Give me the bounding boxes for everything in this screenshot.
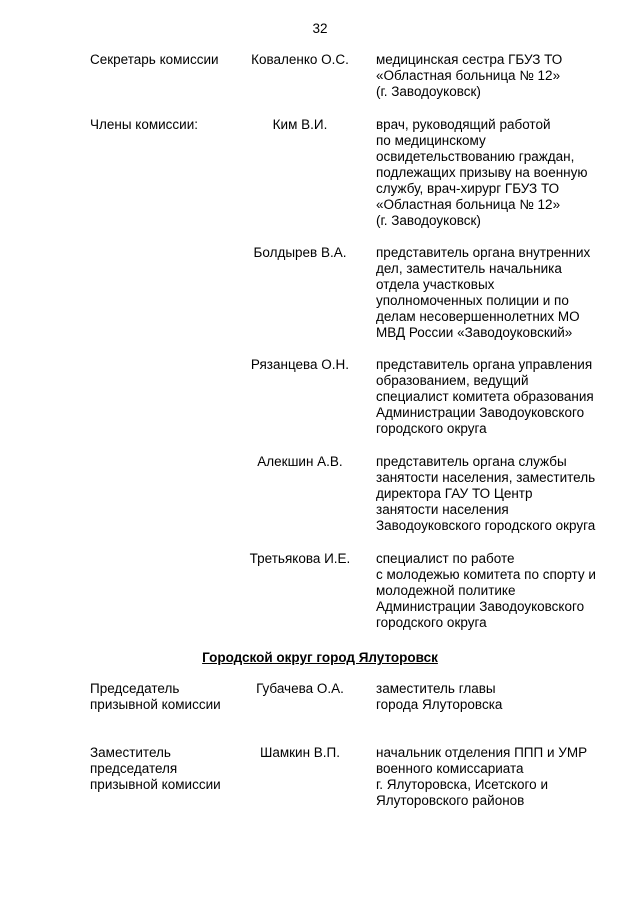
desc-line: «Областная больница № 12» [376, 68, 561, 83]
desc-line: директора ГАУ ТО Центр [376, 486, 533, 501]
role-line: председателя [90, 761, 178, 776]
role-line: призывной комиссии [90, 777, 221, 792]
desc-line: (г. Заводоуковск) [376, 84, 481, 99]
desc-line: медицинская сестра ГБУЗ ТО [376, 52, 563, 67]
role-line: Заместитель [90, 745, 171, 760]
entry-description [376, 551, 616, 631]
role-line: призывной комиссии [90, 697, 221, 712]
entry-role [90, 117, 240, 133]
desc-line: Администрации Заводоуковского [376, 405, 585, 420]
entry-name: Коваленко О.С. [251, 52, 349, 67]
desc-line: специалист по работе [376, 551, 515, 566]
desc-line: г. Ялуторовска, Исетского и [376, 777, 548, 792]
desc-line: по медицинскому [376, 133, 486, 148]
desc-line: заместитель главы [376, 681, 496, 696]
role-line: Председатель [90, 681, 180, 696]
desc-line: военного комиссариата [376, 761, 524, 776]
desc-line: городского округа [376, 615, 487, 630]
entry-name: Алекшин А.В. [257, 454, 343, 469]
entry-description [376, 745, 616, 809]
desc-line: (г. Заводоуковск) [376, 213, 481, 228]
entry-name: Губачева О.А. [256, 681, 344, 696]
entry-description [376, 52, 616, 100]
desc-line: Администрации Заводоуковского [376, 599, 585, 614]
entry-name: Шамкин В.П. [259, 745, 341, 760]
desc-line: молодежной политике [376, 583, 516, 598]
section-heading: Городской округ город Ялуторовск [202, 650, 438, 665]
desc-line: Заводоуковского городского округа [376, 518, 596, 533]
entry-description [376, 454, 616, 534]
desc-line: начальник отделения ППП и УМР [376, 745, 588, 760]
desc-line: представитель органа управления [376, 357, 593, 372]
page-number: 32 [312, 21, 328, 36]
entry-name: Рязанцева О.Н. [250, 357, 350, 372]
desc-line: занятости населения, заместитель [376, 470, 596, 485]
entry-description [376, 245, 616, 341]
desc-line: городского округа [376, 421, 487, 436]
entry-name: Ким В.И. [272, 117, 328, 132]
desc-line: подлежащих призыву на военную [376, 165, 588, 180]
entry-role [90, 681, 240, 713]
entry-role [90, 52, 240, 68]
role-line: Члены комиссии: [90, 117, 199, 132]
desc-line: занятости населения [376, 502, 509, 517]
desc-line: МВД России «Заводоуковский» [376, 325, 573, 340]
role-line: Секретарь комиссии [90, 52, 219, 67]
entry-role [90, 745, 240, 793]
desc-line: «Областная больница № 12» [376, 197, 561, 212]
desc-line: освидетельствованию граждан, [376, 149, 575, 164]
desc-line: представитель органа внутренних [376, 245, 591, 260]
desc-line: врач, руководящий работой [376, 117, 551, 132]
entry-name: Болдырев В.А. [253, 245, 347, 260]
desc-line: делам несовершеннолетних МО [376, 309, 580, 324]
desc-line: образованием, ведущий [376, 373, 529, 388]
desc-line: Ялуторовского районов [376, 793, 525, 808]
entry-name: Третьякова И.Е. [249, 551, 351, 566]
desc-line: уполномоченных полиции и по [376, 293, 569, 308]
desc-line: отдела участковых [376, 277, 495, 292]
entry-description [376, 117, 616, 229]
desc-line: специалист комитета образования [376, 389, 594, 404]
entry-description [376, 681, 616, 713]
desc-line: представитель органа службы [376, 454, 567, 469]
desc-line: дел, заместитель начальника [376, 261, 562, 276]
desc-line: с молодежью комитета по спорту и [376, 567, 596, 582]
desc-line: города Ялуторовска [376, 697, 503, 712]
entry-description [376, 357, 616, 437]
desc-line: службу, врач-хирург ГБУЗ ТО [376, 181, 560, 196]
